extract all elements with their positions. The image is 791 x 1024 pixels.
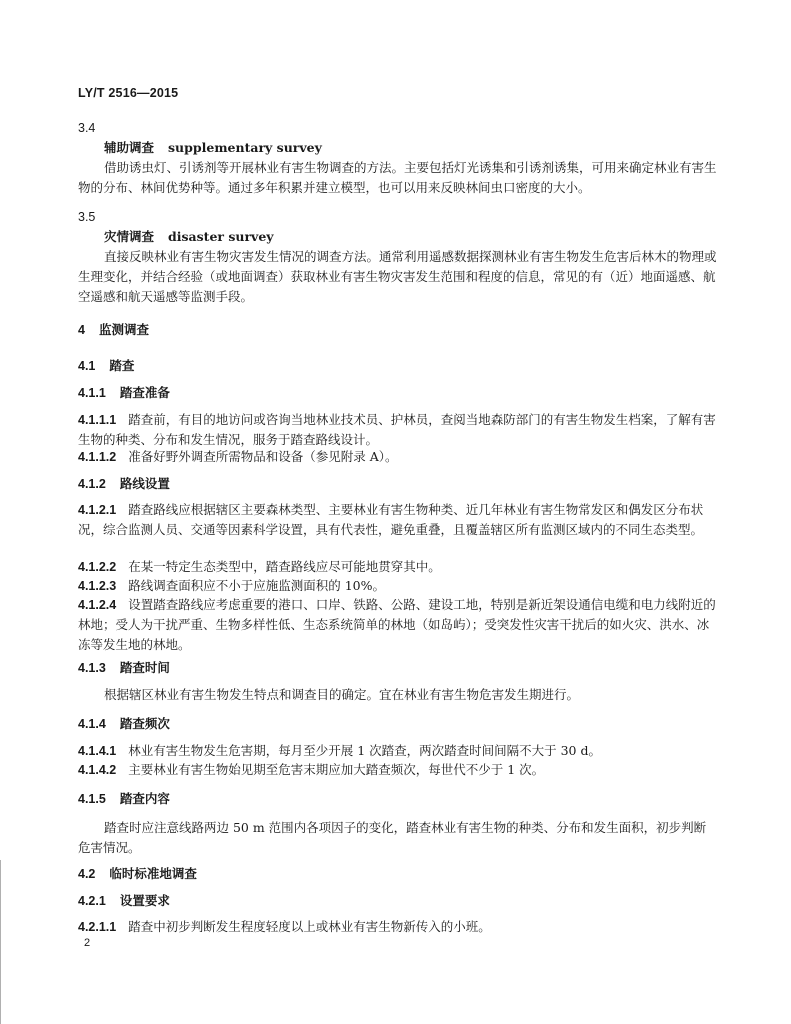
clause-number: 4.1.1.2 [78,450,117,464]
section-number: 3.4 [78,121,96,135]
heading-number: 4.2 [78,867,96,881]
heading-number: 4.1.5 [78,792,106,806]
term-en: disaster survey [168,228,274,244]
clause-text: 在某一特定生态类型中，踏查路线应尽可能地贯穿其中。 [128,559,441,574]
clause-4-1-4-2 [78,760,718,780]
clause-number: 4.1.2.4 [78,598,117,612]
clause-4-1-2-4 [78,595,718,655]
section-3-4 [78,121,718,198]
clause-text: 准备好野外调查所需物品和设备（参见附录 A）。 [128,449,398,464]
clause-4-1-2-2 [78,557,718,577]
clause-number: 4.1.2.1 [78,503,117,517]
heading-number: 4 [78,323,85,337]
clause-number: 4.1.4.1 [78,744,117,758]
heading-number: 4.1.4 [78,717,106,731]
term-cn: 辅助调查 [104,139,155,155]
clause-4-1-4-1 [78,741,718,761]
heading-number: 4.1.2 [78,477,106,491]
heading-4-1-1 [78,385,718,402]
term-en: supplementary survey [168,139,322,155]
clause-4-1-1-1 [78,410,718,450]
clause-text: 踏查中初步判断发生程度轻度以上或林业有害生物新传入的小班。 [128,919,491,934]
clause-text: 林业有害生物发生危害期，每月至少开展 1 次踏查，两次踏查时间间隔不大于 30 d。 [128,743,601,758]
clause-text: 设置踏查路线应考虑重要的港口、口岸、铁路、公路、建设工地，特别是新近架设通信电缆和电力线附近的林地；受人为干扰严重、生物多样性低、生态系统简单的林地（如岛屿）；受突发性灾害干扰后的如火灾、洪水、冰冻等发生地的林地。 [78,597,716,652]
heading-title: 路线设置 [119,476,170,491]
clause-text: 踏查路线应根据辖区主要森林类型、主要林业有害生物种类、近几年林业有害生物常发区和偶发区分布状况，综合监测人员、交通等因素科学设置，具有代表性，避免重叠，且覆盖辖区所有监测区域内的不同生态类型。 [78,502,704,537]
section-number: 3.5 [78,210,96,224]
clause-4-1-2-3 [78,576,718,596]
heading-4-1-4 [78,716,718,733]
term-line [78,229,718,245]
heading-4 [78,322,718,339]
heading-title: 踏查 [109,358,135,373]
clause-number: 4.1.4.2 [78,763,117,777]
term-cn: 灾情调查 [104,228,155,244]
heading-title: 设置要求 [119,893,170,908]
section-3-5 [78,210,718,307]
clause-number: 4.2.1.1 [78,920,117,934]
clause-text: 主要林业有害生物始见期至危害末期应加大踏查频次，每世代不少于 1 次。 [128,762,545,777]
paragraph-4-1-5: 踏查时应注意线路两边 50 m 范围内各项因子的变化，踏查林业有害生物的种类、分布和发生面积，初步判断危害情况。 [78,820,707,855]
heading-title: 监测调查 [98,322,149,337]
definition-text: 借助诱虫灯、引诱剂等开展林业有害生物调查的方法。主要包括灯光诱集和引诱剂诱集，可用来确定林业有害生物的分布、林间优势种等。通过多年积累并建立模型，也可以用来反映林间虫口密度的大小。 [78,160,717,196]
clause-4-1-2-1 [78,500,718,540]
heading-4-2 [78,866,718,883]
clause-number: 4.1.2.3 [78,579,117,593]
page-number: 2 [84,937,91,949]
heading-4-1-5 [78,791,718,808]
heading-title: 踏查频次 [119,716,170,731]
heading-title: 踏查内容 [119,791,170,806]
heading-number: 4.1 [78,359,96,373]
clause-text: 路线调查面积应不小于应施监测面积的 10%。 [128,578,385,593]
heading-number: 4.1.3 [78,661,106,675]
standard-id: LY/T 2516—2015 [78,86,179,100]
clause-number: 4.1.2.2 [78,560,117,574]
heading-title: 临时标准地调查 [109,866,197,881]
heading-number: 4.2.1 [78,894,106,908]
heading-4-1-3 [78,660,718,677]
heading-title: 踏查准备 [119,385,170,400]
heading-number: 4.1.1 [78,386,106,400]
heading-4-2-1 [78,893,718,910]
heading-4-1-2 [78,476,718,493]
paragraph-4-1-3: 根据辖区林业有害生物发生特点和调查目的确定。宜在林业有害生物危害发生期进行。 [104,687,580,702]
clause-text: 踏查前，有目的地访问或咨询当地林业技术员、护林员，查阅当地森防部门的有害生物发生档案，了解有害生物的种类、分布和发生情况，服务于踏查路线设计。 [78,412,716,447]
definition-text: 直接反映林业有害生物灾害发生情况的调查方法。通常利用遥感数据探测林业有害生物发生危害后林木的物理或生理变化，并结合经验（或地面调查）获取林业有害生物灾害发生范围和程度的信息，常见的有（近）地面遥感、航空遥感和航天遥感等监测手段。 [78,249,717,305]
scan-edge-divider [0,860,1,1024]
heading-4-1 [78,358,718,375]
heading-title: 踏查时间 [119,660,170,675]
term-line [78,140,718,156]
clause-number: 4.1.1.1 [78,413,117,427]
clause-4-2-1-1 [78,917,718,937]
clause-4-1-1-2 [78,447,718,467]
